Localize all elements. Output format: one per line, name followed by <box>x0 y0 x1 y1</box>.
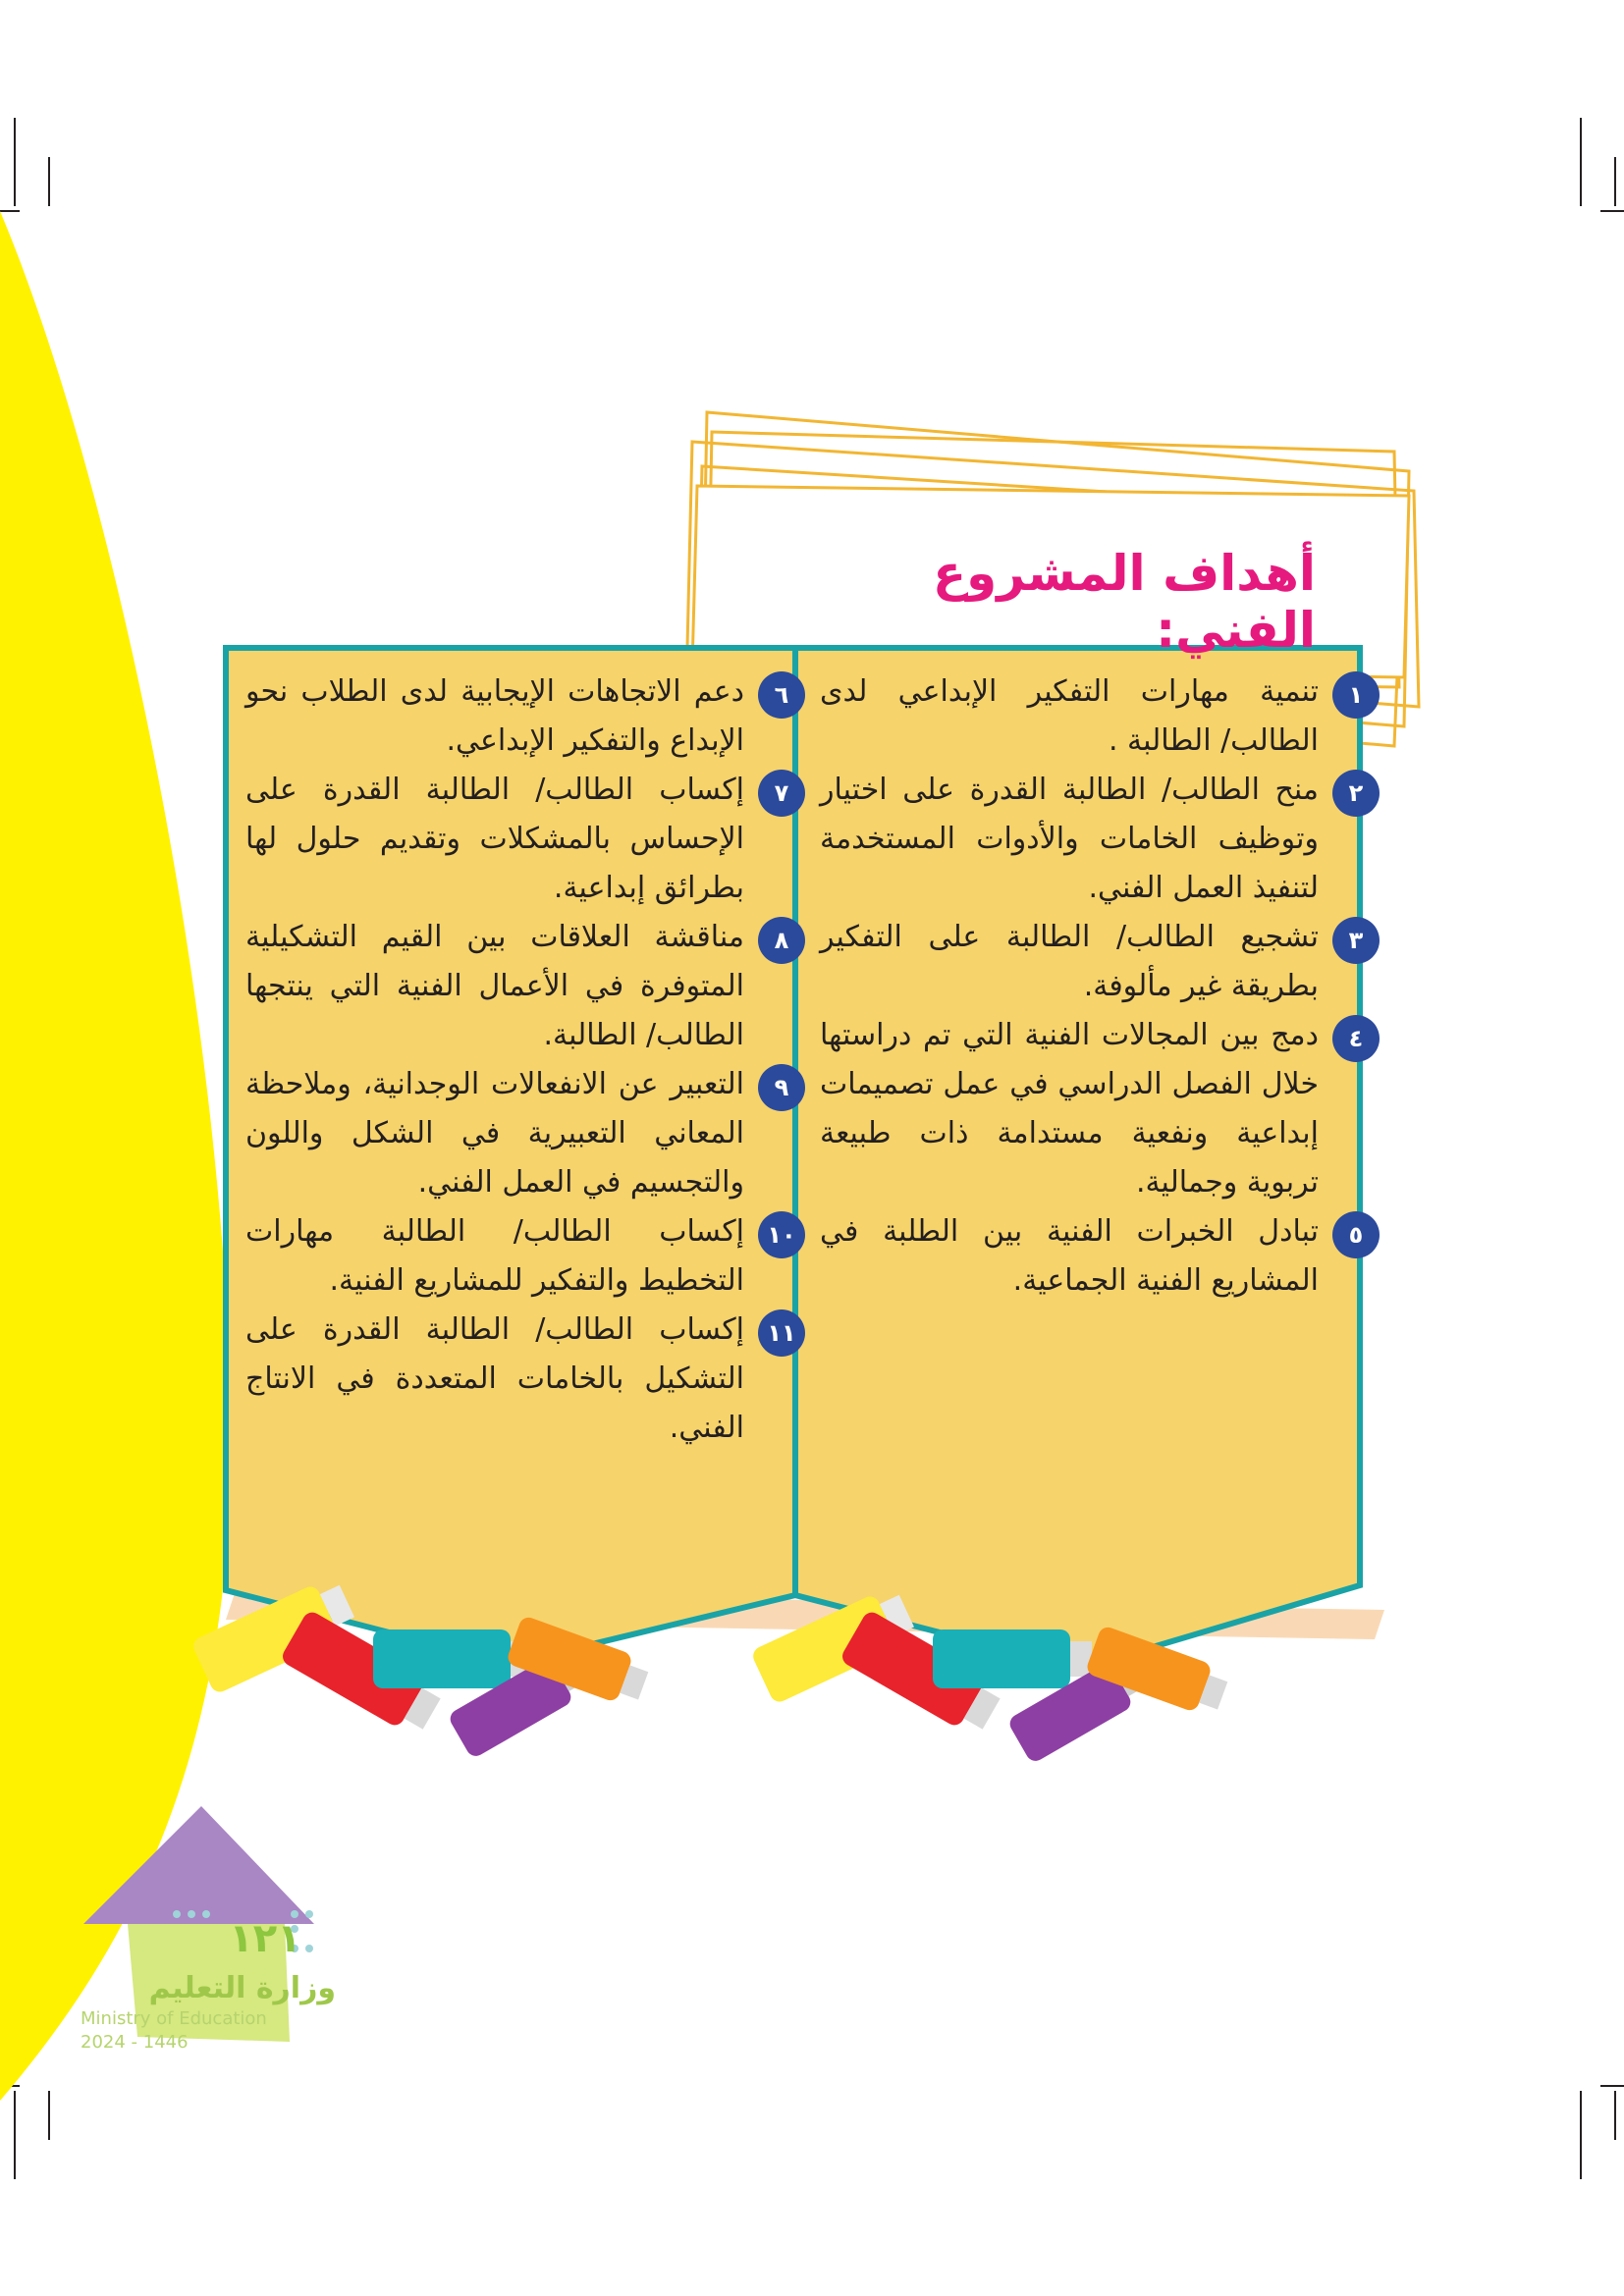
objective-number-badge: ٨ <box>758 917 805 964</box>
objective-number-badge: ٣ <box>1332 917 1380 964</box>
objective-item <box>245 913 805 1060</box>
objective-number-badge: ١١ <box>758 1309 805 1357</box>
objective-number-badge: ٩ <box>758 1064 805 1111</box>
objective-number-badge: ٦ <box>758 671 805 719</box>
objectives-left-column <box>245 667 805 1453</box>
objective-text: منح الطالب/ الطالبة القدرة على اختيار وتوظيف الخامات والأدوات المستخدمة لتنفيذ العمل الفني. <box>820 773 1319 905</box>
objective-text: دمج بين المجالات الفنية التي تم دراستها خلال الفصل الدراسي في عمل تصميمات إبداعية ونفعية مستدامة ذات طبيعة تربوية وجمالية. <box>820 1018 1319 1200</box>
objective-text: إكساب الطالب/ الطالبة القدرة على الإحساس بالمشكلات وتقديم حلول لها بطرائق إبداعية. <box>245 773 744 905</box>
objective-text: تشجيع الطالب/ الطالبة على التفكير بطريقة غير مألوفة. <box>820 920 1319 1003</box>
objective-text: مناقشة العلاقات بين القيم التشكيلية المتوفرة في الأعمال الفنية التي ينتجها الطالب/ الطالبة. <box>245 920 744 1052</box>
objective-text: إكساب الطالب/ الطالبة القدرة على التشكيل بالخامات المتعددة في الانتاج الفني. <box>245 1312 744 1445</box>
objective-text: دعم الاتجاهات الإيجابية لدى الطلاب نحو الإبداع والتفكير الإبداعي. <box>245 674 744 758</box>
objective-number-badge: ٧ <box>758 770 805 817</box>
objective-item <box>245 1207 805 1306</box>
ministry-name-arabic: وزارة التعليم <box>148 1971 336 2005</box>
objective-item <box>245 766 805 913</box>
objective-number-badge: ١ <box>1332 671 1380 719</box>
edition-year: 2024 - 1446 <box>81 2032 189 2053</box>
objective-item <box>820 766 1380 913</box>
objective-item <box>245 1060 805 1207</box>
objectives-right-column <box>820 667 1380 1306</box>
objective-text: تنمية مهارات التفكير الإبداعي لدى الطالب/ الطالبة . <box>820 674 1319 758</box>
objective-number-badge: ٤ <box>1332 1015 1380 1062</box>
objective-text: إكساب الطالب/ الطالبة مهارات التخطيط والتفكير للمشاريع الفنية. <box>245 1214 744 1298</box>
page-number: ١٢١ <box>229 1916 301 1961</box>
objective-item <box>245 667 805 766</box>
objective-item <box>820 1207 1380 1306</box>
objective-number-badge: ٥ <box>1332 1211 1380 1258</box>
objective-item <box>820 1011 1380 1207</box>
objective-number-badge: ١٠ <box>758 1211 805 1258</box>
objective-number-badge: ٢ <box>1332 770 1380 817</box>
objective-text: التعبير عن الانفعالات الوجدانية، وملاحظة المعاني التعبيرية في الشكل واللون والتجسيم في العمل الفني. <box>245 1067 744 1200</box>
objective-item <box>245 1306 805 1453</box>
page-title: أهداف المشروع الفني: <box>933 545 1316 659</box>
ministry-name-english: Ministry of Education <box>81 2008 267 2029</box>
objective-text: تبادل الخبرات الفنية بين الطلبة في المشاريع الفنية الجماعية. <box>820 1214 1319 1298</box>
objective-item <box>820 667 1380 766</box>
objective-item <box>820 913 1380 1011</box>
